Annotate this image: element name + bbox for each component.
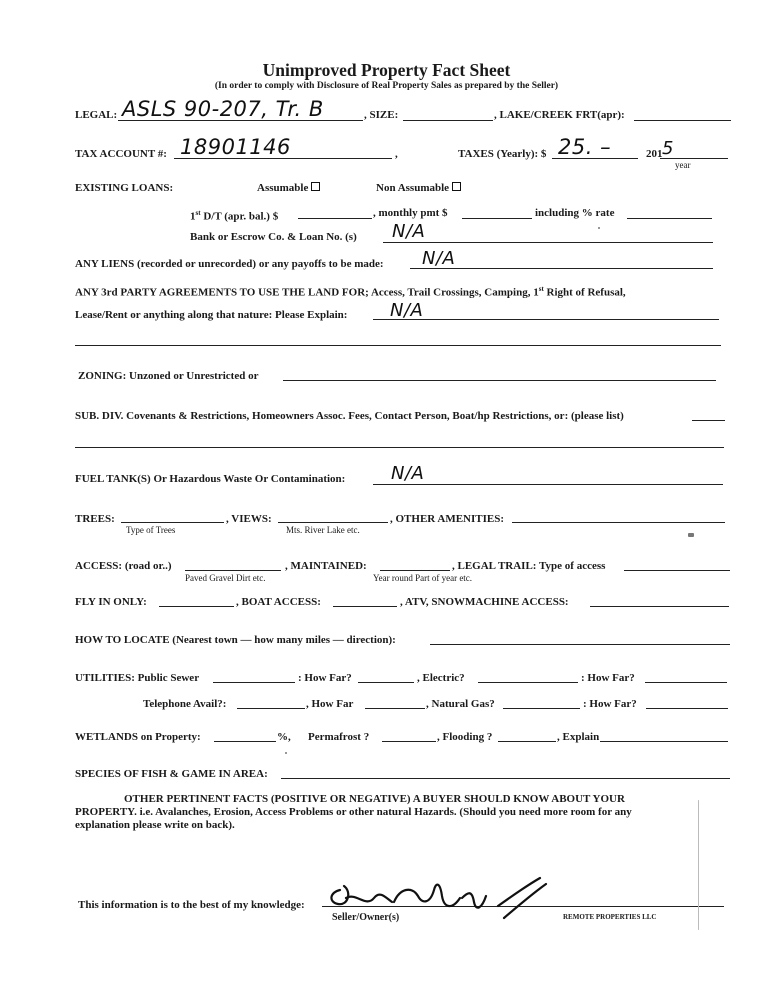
fly-in-field[interactable] — [159, 606, 234, 607]
page-subtitle: (In order to comply with Disclosure of Real Property Sales as prepared by the Seller) — [214, 81, 559, 91]
tax-year-prefix: 201 — [646, 148, 663, 160]
fuel-value: N/A — [391, 463, 425, 484]
species-label: SPECIES OF FISH & GAME IN AREA: — [75, 768, 268, 780]
trees-field[interactable] — [121, 522, 224, 523]
lake-creek-field[interactable] — [634, 120, 731, 121]
non-assumable-option[interactable] — [376, 182, 461, 194]
subdiv-field[interactable] — [692, 420, 725, 421]
facts-line-3: explanation please write on back). — [75, 819, 235, 831]
gas-how-far-field[interactable] — [646, 708, 728, 709]
tax-account-label: TAX ACCOUNT #: — [75, 148, 167, 160]
subdiv-label: SUB. DIV. Covenants & Restrictions, Homeowners Assoc. Fees, Contact Person, Boat/hp Restrictions, or: (please list) — [75, 410, 624, 422]
fly-in-label: FLY IN ONLY: — [75, 596, 147, 608]
facts-line-1: OTHER PERTINENT FACTS (POSITIVE OR NEGATIVE) A BUYER SHOULD KNOW ABOUT YOUR — [124, 793, 625, 805]
size-field[interactable] — [403, 120, 493, 121]
first-dt-text: D/T (apr. bal.) $ — [200, 210, 279, 223]
permafrost-field[interactable] — [382, 741, 436, 742]
size-label: , SIZE: — [364, 109, 399, 121]
rate-field[interactable] — [627, 218, 712, 219]
locate-label: HOW TO LOCATE (Nearest town — how many miles — direction): — [75, 634, 396, 646]
electric-how-far-field[interactable] — [645, 682, 727, 683]
boat-access-field[interactable] — [333, 606, 397, 607]
telephone-how-far-field[interactable] — [365, 708, 425, 709]
tax-comma: , — [395, 148, 398, 160]
bank-field[interactable] — [383, 242, 713, 243]
natural-gas-label: , Natural Gas? — [426, 698, 495, 710]
legal-trail-label: , LEGAL TRAIL: Type of access — [452, 560, 606, 572]
agreements-text-end: Right of Refusal, — [543, 286, 626, 299]
gas-how-far-label: : How Far? — [583, 698, 637, 710]
liens-field[interactable] — [410, 268, 713, 269]
permafrost-label: Permafrost ? — [308, 731, 370, 743]
legal-trail-field[interactable] — [624, 570, 730, 571]
wetlands-percent: %, — [277, 731, 291, 743]
first-dt-number: 1 — [190, 210, 196, 223]
legal-label: LEGAL: — [75, 109, 118, 121]
flooding-field[interactable] — [498, 741, 556, 742]
amenities-label: , OTHER AMENITIES: — [390, 513, 504, 525]
telephone-label: Telephone Avail?: — [143, 698, 227, 710]
access-label: ACCESS: (road or..) — [75, 560, 172, 572]
rate-label: including % rate — [535, 207, 615, 219]
agreements-line2: Lease/Rent or anything along that nature: Please Explain: — [75, 309, 348, 321]
monthly-pmt-field[interactable] — [462, 218, 532, 219]
bank-value: N/A — [392, 221, 426, 242]
explain-label: , Explain — [557, 731, 600, 743]
maintained-field[interactable] — [380, 570, 450, 571]
agreements-value: N/A — [390, 300, 424, 321]
telephone-field[interactable] — [237, 708, 305, 709]
year-caption: year — [675, 160, 691, 170]
access-road-field[interactable] — [185, 570, 281, 571]
seller-owner-caption: Seller/Owner(s) — [332, 912, 400, 923]
flooding-label: , Flooding ? — [437, 731, 493, 743]
agreements-text: ANY 3rd PARTY AGREEMENTS TO USE THE LAND FOR; Access, Trail Crossings, Camping, 1 — [75, 286, 539, 299]
wetlands-label: WETLANDS on Property: — [75, 731, 201, 743]
assumable-checkbox[interactable] — [311, 182, 320, 191]
public-sewer-field[interactable] — [213, 682, 295, 683]
locate-field[interactable] — [430, 644, 730, 645]
telephone-how-far-label: , How Far — [306, 698, 354, 710]
non-assumable-checkbox[interactable] — [452, 182, 461, 191]
non-assumable-label: Non Assumable — [376, 182, 450, 194]
first-dt-label — [190, 207, 278, 223]
amenities-field[interactable] — [512, 522, 725, 523]
atv-access-label: , ATV, SNOWMACHINE ACCESS: — [400, 596, 569, 608]
liens-value: N/A — [422, 248, 456, 269]
agreements-line1 — [75, 283, 626, 299]
company-name: REMOTE PROPERTIES LLC — [563, 913, 657, 921]
electric-label: , Electric? — [417, 672, 465, 684]
fuel-label: FUEL TANK(S) Or Hazardous Waste Or Contamination: — [75, 473, 346, 485]
bank-label: Bank or Escrow Co. & Loan No. (s) — [190, 231, 357, 243]
trees-caption: Type of Trees — [126, 525, 176, 535]
maintained-label: , MAINTAINED: — [285, 560, 367, 572]
views-field[interactable] — [278, 522, 388, 523]
scan-speck — [285, 752, 287, 754]
first-dt-ordinal: st — [195, 209, 201, 217]
scan-edge-mark — [698, 800, 699, 930]
agreements-ordinal: st — [538, 285, 544, 293]
boat-access-label: , BOAT ACCESS: — [236, 596, 321, 608]
sewer-how-far-field[interactable] — [358, 682, 414, 683]
taxes-label: TAXES (Yearly): $ — [458, 148, 547, 160]
wetlands-field[interactable] — [214, 741, 276, 742]
liens-label: ANY LIENS (recorded or unrecorded) or any payoffs to be made: — [75, 258, 384, 270]
trees-label: TREES: — [75, 513, 115, 525]
explain-field[interactable] — [600, 741, 728, 742]
electric-how-far-label: : How Far? — [581, 672, 635, 684]
facts-line-2: PROPERTY. i.e. Avalanches, Erosion, Access Problems or other natural Hazards. (Should you need more room for any — [75, 806, 632, 818]
tax-year-field[interactable] — [660, 158, 728, 159]
page-title: Unimproved Property Fact Sheet — [262, 60, 511, 80]
assumable-option[interactable] — [257, 182, 320, 194]
scan-speck — [598, 227, 600, 229]
views-caption: Mts. River Lake etc. — [286, 525, 360, 535]
maintained-caption: Year round Part of year etc. — [373, 573, 473, 583]
species-field[interactable] — [281, 778, 730, 779]
tax-account-field[interactable] — [174, 158, 392, 159]
agreements-field[interactable] — [373, 319, 719, 320]
zoning-field[interactable] — [283, 380, 716, 381]
tax-year-value: 5 — [662, 138, 674, 159]
atv-access-field[interactable] — [590, 606, 729, 607]
fuel-field[interactable] — [373, 484, 723, 485]
views-label: , VIEWS: — [226, 513, 272, 525]
natural-gas-field[interactable] — [503, 708, 580, 709]
public-sewer-label: UTILITIES: Public Sewer — [75, 672, 200, 684]
sewer-how-far-label: : How Far? — [298, 672, 352, 684]
electric-field[interactable] — [478, 682, 578, 683]
dt-balance-field[interactable] — [298, 218, 372, 219]
taxes-field[interactable] — [552, 158, 638, 159]
subdiv-field-2[interactable] — [75, 447, 724, 448]
taxes-value: 25. – — [558, 135, 612, 159]
tax-account-value: 18901146 — [180, 135, 291, 159]
road-caption: Paved Gravel Dirt etc. — [185, 573, 266, 583]
agreements-field-2[interactable] — [75, 345, 721, 346]
monthly-pmt-label: , monthly pmt $ — [373, 207, 448, 219]
signature-statement: This information is to the best of my knowledge: — [78, 899, 305, 911]
legal-field[interactable] — [118, 120, 363, 121]
existing-loans-label: EXISTING LOANS: — [75, 182, 174, 194]
assumable-label: Assumable — [257, 182, 309, 194]
zoning-label: ZONING: Unzoned or Unrestricted or — [78, 370, 259, 382]
legal-value: ASLS 90-207, Tr. B — [122, 97, 324, 121]
scan-speck — [688, 533, 694, 537]
lake-creek-label: , LAKE/CREEK FRT(apr): — [494, 109, 625, 121]
